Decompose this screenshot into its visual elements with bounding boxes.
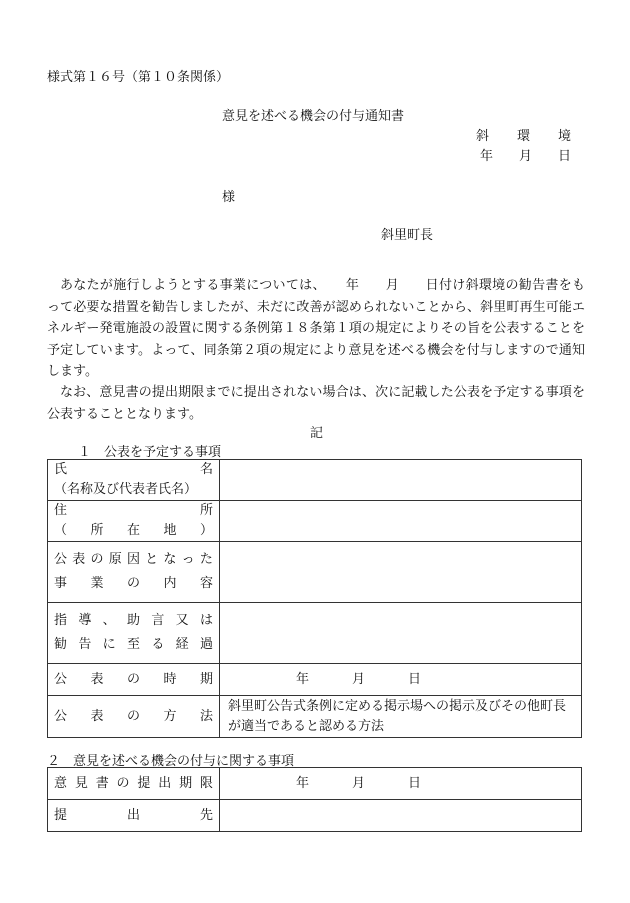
label-char: 限: [199, 775, 213, 791]
label-cause: [48, 542, 220, 603]
label-char: 氏: [54, 462, 68, 477]
section2-heading: ２ 意見を述べる機会の付与に関する事項: [47, 754, 295, 769]
label-char: 書: [95, 775, 109, 791]
ki-heading: 記: [310, 426, 324, 441]
table-row: [48, 542, 582, 603]
label-char: 法: [199, 708, 213, 724]
label-char: 表: [72, 552, 86, 567]
label-char: 提: [137, 775, 151, 791]
section2-table: [47, 767, 582, 832]
label-char: 、: [102, 613, 116, 628]
label-char: 所: [90, 523, 104, 538]
label-char: な: [163, 552, 177, 567]
body-paragraph-2: なお、意見書の提出期限までに提出されない場合は、次に記載した公表を予定する事項を公表することとなります。: [47, 385, 585, 422]
label-method: [48, 696, 220, 738]
form-number: 様式第１６号（第１０条関係）: [47, 70, 230, 85]
table-row: [48, 800, 582, 832]
value-address[interactable]: [220, 501, 582, 542]
date-char: 月: [518, 149, 532, 164]
label-char: 原: [108, 552, 122, 567]
label-char: 先: [199, 807, 213, 823]
label-char: 指: [54, 613, 68, 628]
label-char: 所: [199, 503, 213, 518]
value-cause[interactable]: [220, 542, 582, 603]
label-char: 提: [54, 807, 68, 823]
label-char: 方: [163, 708, 177, 724]
label-char: 時: [163, 671, 177, 687]
body-paragraph-1: あなたが施行しようとする事業については、 年 月 日付け斜環境の勧告書をもって必要な措置を勧告しましたが、未だに改善が認められないことから、斜里町再生可能エネルギー発電施設の設置に関する条例第１８条第１項の規定によりその旨を公表することを予定しています。よって、同条第２項の規定により意見を述べる機会を付与しますので通知します。: [47, 278, 585, 379]
date-char: 日: [557, 149, 571, 164]
label-submit-to: [48, 800, 220, 832]
label-char: 見: [74, 775, 88, 791]
value-timing[interactable]: [220, 664, 582, 696]
label-char: 容: [199, 576, 213, 591]
label-char: 業: [90, 576, 104, 591]
label-char: 公: [54, 552, 68, 567]
label-char: 経: [175, 637, 189, 652]
table-row: [48, 460, 582, 501]
label-address: [48, 501, 220, 542]
ref-char: 環: [516, 129, 530, 144]
sender: 斜里町長: [381, 228, 434, 243]
date-char: 日: [408, 775, 422, 791]
label-char: 至: [126, 637, 140, 652]
label-char: 表: [90, 671, 104, 687]
label-name: [48, 460, 220, 501]
label-char: の: [90, 552, 104, 567]
label-char: の: [126, 671, 140, 687]
table-row: [48, 696, 582, 738]
label-char: に: [102, 637, 116, 652]
label-char: 意: [54, 775, 68, 791]
label-char: 内: [163, 576, 177, 591]
ref-char: 境: [557, 129, 571, 144]
label-char: ）: [199, 523, 213, 538]
value-deadline[interactable]: [220, 768, 582, 800]
table-row: [48, 768, 582, 800]
section1-heading: １ 公表を予定する事項: [78, 445, 222, 460]
label-char: 公: [54, 671, 68, 687]
label-char: 又: [175, 613, 189, 628]
recipient-suffix: 様: [222, 190, 236, 205]
label-timing: [48, 664, 220, 696]
label-char: 勧: [54, 637, 68, 652]
table-row: [48, 501, 582, 542]
reference-number: [476, 125, 571, 144]
label-char: っ: [181, 552, 195, 567]
date-char: 年: [296, 671, 310, 687]
label-char: 導: [78, 613, 92, 628]
label-char: た: [199, 552, 213, 567]
label-char: は: [199, 613, 213, 628]
label-char: 告: [78, 637, 92, 652]
label-char: と: [145, 552, 159, 567]
label-char: 助: [126, 613, 140, 628]
label-char: （名称及び代表者氏名）: [54, 482, 198, 497]
value-method: 斜里町公告式条例に定める掲示場への掲示及びその他町長が適当であると認める方法: [220, 696, 582, 738]
value-submit-to[interactable]: [220, 800, 582, 832]
section1-table: [47, 459, 582, 738]
value-name[interactable]: [220, 460, 582, 501]
label-deadline: [48, 768, 220, 800]
value-process[interactable]: [220, 603, 582, 664]
label-char: 言: [151, 613, 165, 628]
date-char: 日: [408, 671, 422, 687]
table-row: [48, 664, 582, 696]
label-char: 地: [163, 523, 177, 538]
ref-char: 斜: [476, 129, 490, 144]
label-char: 事: [54, 576, 68, 591]
label-char: 表: [90, 708, 104, 724]
label-char: 名: [199, 462, 213, 477]
label-char: 在: [126, 523, 140, 538]
date-char: 月: [352, 671, 366, 687]
label-char: （: [54, 523, 68, 538]
label-char: 期: [199, 671, 213, 687]
label-char: 過: [199, 637, 213, 652]
label-char: の: [116, 775, 130, 791]
reference-date: [480, 145, 571, 164]
label-char: 因: [126, 552, 140, 567]
label-char: の: [126, 708, 140, 724]
label-char: 期: [179, 775, 193, 791]
document-title: 意見を述べる機会の付与通知書: [222, 109, 405, 124]
date-char: 月: [352, 775, 366, 791]
label-char: の: [126, 576, 140, 591]
label-process: [48, 603, 220, 664]
table-row: [48, 603, 582, 664]
label-char: 公: [54, 708, 68, 724]
date-char: 年: [296, 775, 310, 791]
label-char: 住: [54, 503, 68, 518]
label-char: 出: [126, 807, 140, 823]
label-char: る: [151, 637, 165, 652]
date-char: 年: [480, 149, 494, 164]
label-char: 出: [158, 775, 172, 791]
